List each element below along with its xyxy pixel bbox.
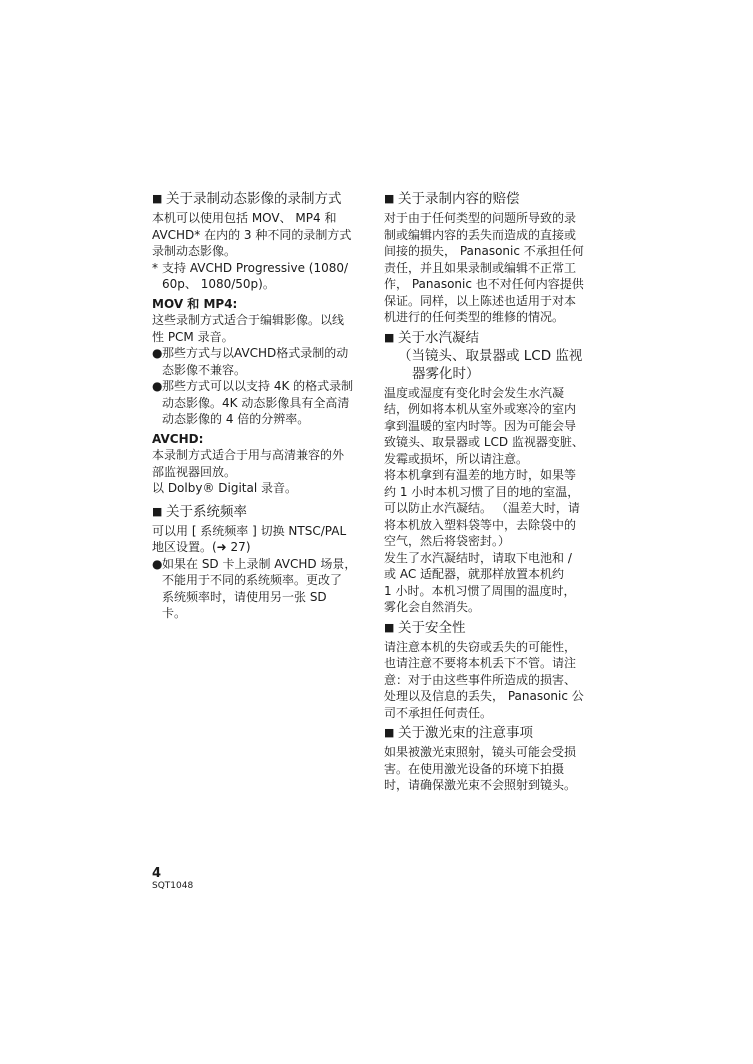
- round-bullet-icon: ●: [152, 379, 163, 393]
- document-code: SQT1048: [152, 881, 194, 891]
- section-heading-condensation: [384, 329, 602, 383]
- asterisk-marker: *: [152, 260, 158, 275]
- section-title: 关于安全性: [398, 619, 466, 636]
- list-item: ● 如果在 SD 卡上录制 AVCHD 场景， 不能用于不同的系统频率。更改了 系统频率时，请使用另一张 SD 卡。: [152, 556, 357, 620]
- page-number: 4: [152, 866, 162, 881]
- paragraph-security: 请注意本机的失窃或丢失的可能性， 也请注意不要将本机丢下不管。请注 意：对于由这些事件所造成的损害、 处理以及信息的丢失， Panasonic 公 司不承担任何责任。: [384, 639, 584, 720]
- section-heading-system-frequency: [152, 503, 370, 521]
- paragraph-laser: 如果被激光束照射，镜头可能会受损 害。在使用激光设备的环境下拍摄 时，请确保激光束不会照射到镜头。: [384, 745, 577, 792]
- square-bullet-icon: ■: [384, 192, 395, 205]
- page-footer: [152, 867, 193, 892]
- round-bullet-icon: ●: [152, 346, 163, 360]
- square-bullet-icon: ■: [152, 504, 163, 518]
- section-heading-laser: [384, 724, 602, 742]
- section-title: 关于激光束的注意事项: [398, 725, 533, 741]
- list-item: ● 那些方式可以以支持 4K 的格式录制 动态影像。4K 动态影像具有全高清 动态影像的 4 倍的分辨率。: [152, 379, 354, 426]
- square-bullet-icon: ■: [384, 330, 395, 344]
- paragraph-mov-mp4: 这些录制方式适合于编辑影像。以线 性 PCM 录音。: [152, 313, 345, 344]
- section-title: 关于水汽凝结 （当镜头、取景器或 LCD 监视 器雾化时）: [398, 329, 583, 382]
- section-title: 关于录制内容的赔偿: [398, 191, 520, 207]
- paragraph-compensation: 对于由于任何类型的问题所导致的录 制或编辑内容的丢失而造成的直接或 间接的损失， Panasonic 不承担任何 责任，并且如果录制或编辑不正常工 作， Panasonic 也不对任何内容提供 保证。同样，以上陈述也适用于对本 机进行的任何类型的维修的情况。: [384, 211, 584, 324]
- section-title: 关于系统频率: [166, 503, 247, 520]
- square-bullet-icon: ■: [152, 192, 163, 205]
- section-title: 关于录制动态影像的录制方式: [166, 191, 342, 207]
- paragraph-system-frequency: 可以用 [ 系统频率 ] 切换 NTSC/PAL 地区设置。(➜ 27): [152, 523, 347, 554]
- paragraph-avchd: 本录制方式适合于用与高清兼容的外 部监视器回放。 以 Dolby® Digital 录音。: [152, 448, 345, 495]
- left-column: [152, 190, 370, 622]
- section-heading-recording-formats: [152, 190, 370, 208]
- section-heading-security: [384, 619, 602, 637]
- subheading-mov-mp4: MOV 和 MP4:: [152, 296, 238, 311]
- paragraph-recording-formats: 本机可以使用包括 MOV、 MP4 和 AVCHD* 在内的 3 种不同的录制方式 录制动态影像。: [152, 211, 352, 258]
- square-bullet-icon: ■: [384, 726, 395, 739]
- list-item: ● 那些方式与以AVCHD格式录制的动 态影像不兼容。: [152, 346, 349, 377]
- footnote-avchd-progressive: * 支持 AVCHD Progressive (1080/ 60p、 1080/50p)。: [152, 260, 349, 291]
- section-heading-compensation: [384, 190, 602, 208]
- square-bullet-icon: ■: [384, 620, 395, 634]
- right-column: [384, 190, 602, 794]
- paragraph-condensation: 温度或湿度有变化时会发生水汽凝 结，例如将本机从室外或寒冷的室内 拿到温暖的室内时等。因为可能会导 致镜头、取景器或 LCD 监视器变脏、 发霉或损坏，所以请注意。 将本机拿到有温差的地方时，如果等 约 1 小时本机习惯了目的地的室温， 可以防止水汽凝结。 （温差大时，请 将本机放入塑料袋等中，去除袋中的 空气，然后将袋密封。） 发生了水汽凝结时，请取下电池和 / 或 AC 适配器，就那样放置本机约 1 小时。本机习惯了周围的温度时， 雾化会自然消失。: [384, 385, 584, 614]
- round-bullet-icon: ●: [152, 556, 163, 571]
- subheading-avchd: AVCHD:: [152, 431, 204, 446]
